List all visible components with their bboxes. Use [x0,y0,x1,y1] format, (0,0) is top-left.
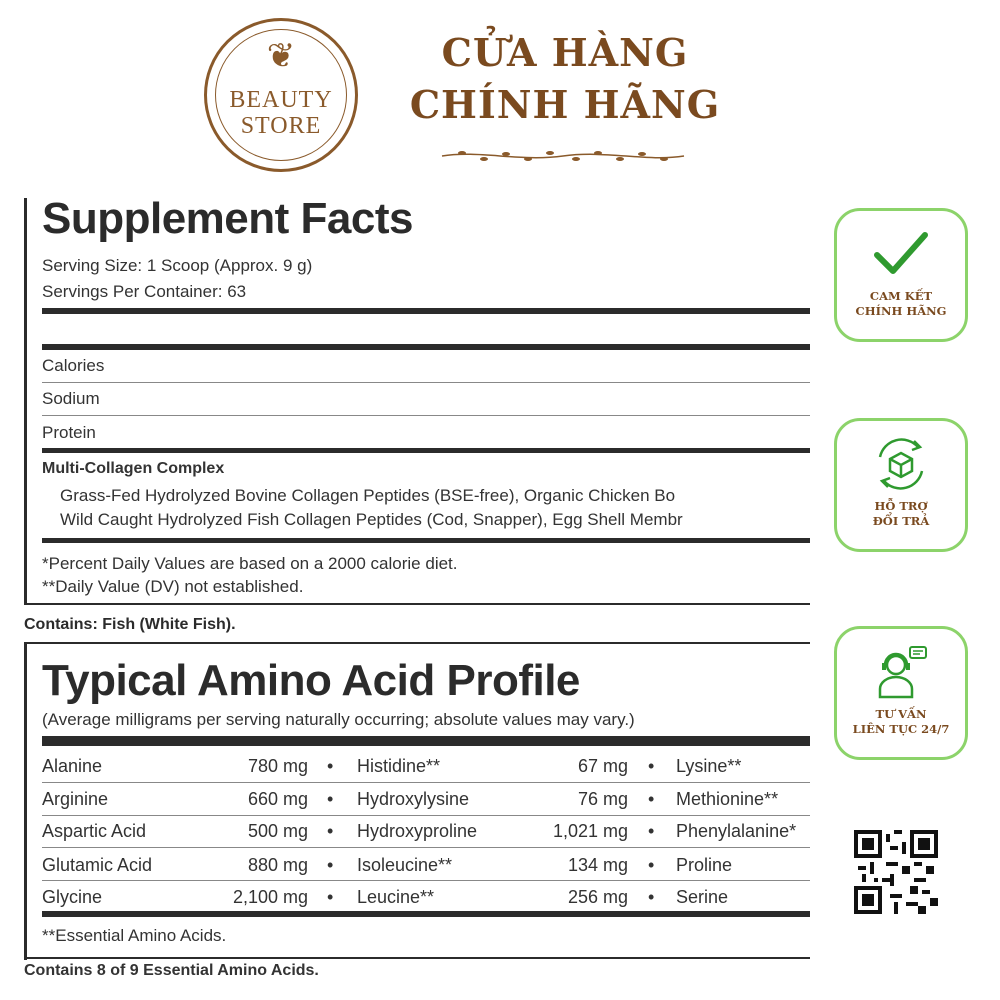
nutrient-row: Calories [42,356,105,375]
shop-title-line2: CHÍNH HÃNG [409,82,721,127]
amino-name: Lysine** [676,756,742,776]
thick-rule [42,538,810,543]
amino-profile-subtitle: (Average milligrams per serving naturally occurring; absolute values may vary.) [42,710,635,729]
thick-rule [42,911,810,917]
thin-rule [42,847,810,848]
amino-name: Methionine** [676,789,779,809]
table-row [24,750,810,782]
badge-label [841,707,961,737]
badge-label-line2: ĐỔI TRẢ [872,514,930,528]
bullet: • [327,821,334,841]
amino-value: 2,100 mg [232,887,308,907]
amino-value: 76 mg [577,789,628,809]
badge-support [834,626,968,760]
amino-name: Arginine [42,789,109,809]
check-icon [837,225,965,283]
logo-text-line2: STORE [240,113,322,139]
label-bottom-rule [24,603,810,605]
complex-heading: Multi-Collagen Complex [42,460,225,477]
badge-returns [834,418,968,552]
support-agent-icon [837,643,965,701]
complex-ingredients-line: Grass-Fed Hydrolyzed Bovine Collagen Peptides (BSE-free), Organic Chicken Bo [60,486,676,505]
table-row [24,815,810,847]
amino-value: 134 mg [567,855,628,875]
bullet: • [327,855,334,875]
serving-size: Serving Size: 1 Scoop (Approx. 9 g) [42,256,313,275]
servings-per-container: Servings Per Container: 63 [42,282,247,301]
amino-name: Isoleucine** [357,855,453,875]
badge-label-line2: LIÊN TỤC 24/7 [852,722,950,736]
amino-value: 780 mg [247,756,308,776]
essential-footnote: **Essential Amino Acids. [42,926,227,945]
amino-name: Glutamic Acid [42,855,153,875]
allergen-statement: Contains: Fish (White Fish). [24,616,236,633]
badge-label-line1: CAM KẾT [869,289,933,303]
amino-name: Alanine [42,756,103,776]
amino-value: 500 mg [247,821,308,841]
amino-profile-title: Typical Amino Acid Profile [42,656,580,705]
table-row [24,849,810,881]
logo-text-line1: BEAUTY [229,87,333,113]
thin-rule [42,415,810,416]
nutrient-row: Sodium [42,389,100,408]
badge-label [841,289,961,319]
bullet: • [327,789,334,809]
label-bottom-rule [24,957,810,959]
thick-rule [42,344,810,350]
bullet: • [648,756,655,776]
bullet: • [648,821,655,841]
vine-divider-icon [440,146,686,166]
store-logo [204,18,358,172]
amino-value: 256 mg [567,887,628,907]
bullet: • [327,887,334,907]
essential-amino-statement: Contains 8 of 9 Essential Amino Acids. [24,962,319,979]
bullet: • [327,756,334,776]
badge-label-line1: TƯ VẤN [875,707,927,721]
bullet: • [648,855,655,875]
amino-value: 67 mg [577,756,628,776]
amino-value: 1,021 mg [552,821,628,841]
bullet: • [648,887,655,907]
amino-name: Serine [676,887,729,907]
supplement-facts-title: Supplement Facts [42,194,413,243]
nutrient-row: Protein [42,423,96,442]
amino-name: Phenylalanine* [676,821,797,841]
badge-label-line1: HỖ TRỢ [874,499,928,513]
amino-value: 880 mg [247,855,308,875]
dv-footnote: **Daily Value (DV) not established. [42,577,304,596]
complex-ingredients-line: Wild Caught Hydrolyzed Fish Collagen Peptides (Cod, Snapper), Egg Shell Membr [60,510,683,529]
label-left-border [24,198,27,604]
amino-name: Proline [676,855,733,875]
thin-rule [42,382,810,383]
shop-title-line1: CỬA HÀNG [441,30,689,75]
label-top-rule [24,642,810,644]
fleur-ornament-icon: ❦ [266,37,296,75]
product-label-panel [24,192,810,982]
amino-value: 660 mg [247,789,308,809]
amino-name: Glycine [42,887,103,907]
box-return-icon [837,435,965,493]
table-row [24,783,810,815]
badge-label [841,499,961,529]
bullet: • [648,789,655,809]
amino-name: Hydroxyproline [357,821,478,841]
thick-rule [42,308,810,314]
amino-name: Histidine** [357,756,441,776]
amino-name: Hydroxylysine [357,789,470,809]
badge-label-line2: CHÍNH HÃNG [855,304,947,318]
amino-name: Aspartic Acid [42,821,147,841]
amino-name: Leucine** [357,887,435,907]
thick-rule [42,736,810,746]
table-row [24,881,810,913]
dv-footnote: *Percent Daily Values are based on a 2000 calorie diet. [42,554,458,573]
qr-code-icon [854,830,938,914]
badge-authentic [834,208,968,342]
thick-rule [42,448,810,453]
